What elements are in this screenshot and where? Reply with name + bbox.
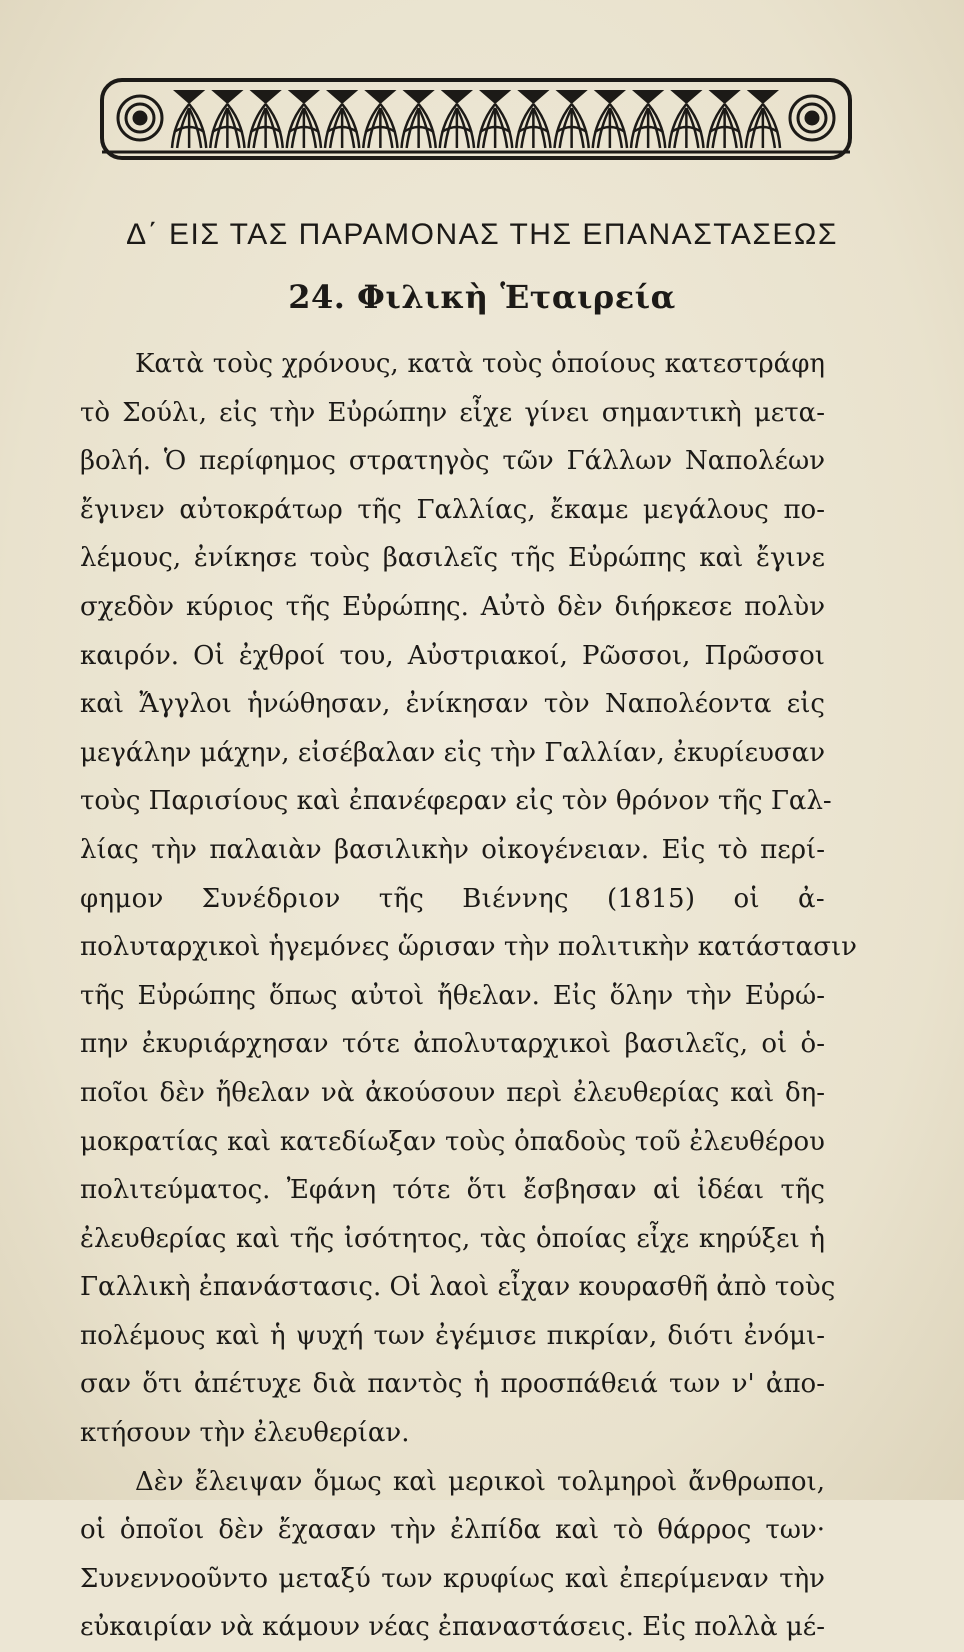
text-line: Γαλλικὴ ἐπανάστασις. Οἱ λαοὶ εἶχαν κουρασθῆ ἀπὸ τοὺς [80,1272,836,1303]
text-line: λίας τὴν παλαιὰν βασιλικὴν οἰκογένειαν. Εἰς τὸ περί- [80,834,825,865]
text-line: πολυταρχικοὶ ἡγεμόνες ὥρισαν τὴν πολιτικὴν κατάστασιν [80,932,857,963]
text-line: σαν ὅτι ἀπέτυχε διὰ παντὸς ἡ προσπάθειά των ν' ἀπο- [80,1369,825,1400]
text-line: ποῖοι δὲν ἤθελαν νὰ ἀκούσουν περὶ ἐλευθερίας καὶ δη- [80,1077,825,1108]
text-line: οἱ ὁποῖοι δὲν ἔχασαν τὴν ἐλπίδα καὶ τὸ θάρρος των· [80,1515,825,1546]
decorative-header-ornament [100,78,852,160]
text-line: λέμους, ἐνίκησε τοὺς βασιλεῖς τῆς Εὐρώπης καὶ ἔγινε [80,543,825,574]
text-line: κτήσουν τὴν ἐλευθερίαν. [80,1418,410,1449]
text-line: καιρόν. Οἱ ἐχθροί του, Αὐστριακοί, Ρῶσσοι, Πρῶσσοι [80,640,825,671]
text-line: Κατὰ τοὺς χρόνους, κατὰ τοὺς ὁποίους κατεστράφη [135,349,825,379]
text-line: σχεδὸν κύριος τῆς Εὐρώπης. Αὐτὸ δὲν διήρκεσε πολὺν [80,591,825,622]
text-line: μεγάλην μάχην, εἰσέβαλαν εἰς τὴν Γαλλίαν, ἐκυρίευσαν [80,737,825,768]
text-line: Δὲν ἔλειψαν ὅμως καὶ μερικοὶ τολμηροὶ ἄνθρωποι, [135,1466,825,1497]
text-line: πολιτεύματος. Ἐφάνη τότε ὅτι ἔσβησαν αἱ ἰδέαι τῆς [80,1175,825,1206]
text-line: μοκρατίας καὶ κατεδίωξαν τοὺς ὀπαδοὺς τοῦ ἐλευθέρου [80,1126,825,1157]
text-line: ἐλευθερίας καὶ τῆς ἰσότητος, τὰς ὁποίας εἶχε κηρύξει ἡ [80,1223,825,1254]
text-line: Συνεννοοῦντο μεταξύ των κρυφίως καὶ ἐπερίμεναν τὴν [80,1563,825,1594]
text-line: ἔγινεν αὐτοκράτωρ τῆς Γαλλίας, ἔκαμε μεγάλους πο- [80,494,825,525]
section-heading: Δ΄ ΕΙΣ ΤΑΣ ΠΑΡΑΜΟΝΑΣ ΤΗΣ ΕΠΑΝΑΣΤΑΣΕΩΣ [126,218,838,251]
body-text [80,340,857,1652]
text-line: καὶ Ἄγγλοι ἡνώθησαν, ἐνίκησαν τὸν Ναπολέοντα εἰς [80,689,825,720]
text-line: πην ἐκυριάρχησαν τότε ἀπολυταρχικοὶ βασιλεῖς, οἱ ὁ- [80,1029,825,1060]
text-line: πολέμους καὶ ἡ ψυχή των ἐγέμισε πικρίαν, διότι ἐνόμι- [80,1320,825,1351]
chapter-title: 24. Φιλικὴ Ἑταιρεία [288,278,676,316]
text-line: εὐκαιρίαν νὰ κάμουν νέας ἐπαναστάσεις. Εἰς πολλὰ μέ- [80,1612,825,1643]
text-line: τῆς Εὐρώπης ὅπως αὐτοὶ ἤθελαν. Εἰς ὅλην τὴν Εὐρώ- [80,980,825,1011]
text-line: τὸ Σούλι, εἰς τὴν Εὐρώπην εἶχε γίνει σημαντικὴ μετα- [80,397,825,428]
text-line: βολή. Ὁ περίφημος στρατηγὸς τῶν Γάλλων Ναπολέων [80,446,825,477]
text-line: φημον Συνέδριον τῆς Βιέννης (1815) οἱ ἀ- [80,883,825,914]
text-line: τοὺς Παρισίους καὶ ἐπανέφεραν εἰς τὸν θρόνον τῆς Γαλ- [80,786,832,817]
